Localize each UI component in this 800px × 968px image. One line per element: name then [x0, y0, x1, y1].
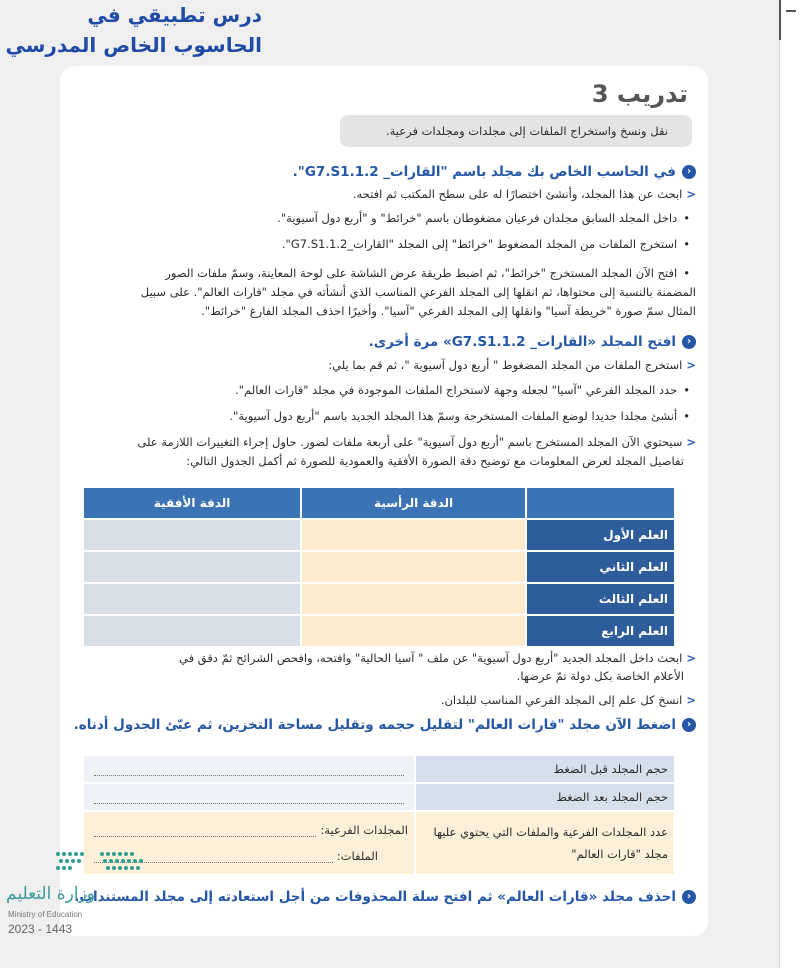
- row-label: العلم الرابع: [527, 616, 674, 646]
- section3-heading: ‹اضغط الآن مجلد "قارات العالم" لتقليل حجمه وتقليل مساحة التخزين، ثم عبّئ الجدول أدناه.: [74, 715, 696, 735]
- input-cell[interactable]: [302, 584, 525, 614]
- section2-line5: تفاصيل المجلد لعرض المعلومات مع توضيح دقة الصورة الأفقية والعمودية للصورة ثم أكمل الجدول التالي:: [186, 454, 684, 468]
- input-cell[interactable]: [302, 520, 525, 550]
- row-label: العلم الثاني: [527, 552, 674, 582]
- after-line3: <انسخ كل علم إلى المجلد الفرعي المناسب للبلدان.: [440, 693, 696, 707]
- after-line1: <ابحث داخل المجلد الجديد "أربع دول آسيوية" عن ملف " آسيا الحالية" وافتحه، وافحص الشرائح ثمّ دقق في: [178, 651, 696, 665]
- header-horizontal: الدقة الأفقية: [84, 488, 300, 518]
- files-label: الملفات:: [336, 849, 378, 863]
- input-cell[interactable]: [84, 520, 300, 550]
- arrow-icon: <: [686, 435, 696, 449]
- answer-line: [94, 824, 316, 837]
- intro-text: نقل ونسخ واستخراج الملفات إلى مجلدات ومجلدات فرعية.: [385, 124, 668, 138]
- ministry-name-ar: وزارة التعليم: [6, 884, 95, 904]
- input-cell[interactable]: [84, 552, 300, 582]
- edge-mark: [786, 10, 796, 12]
- chevron-icon: ‹: [682, 165, 696, 179]
- page-edge: [779, 0, 800, 968]
- row-label: العلم الأول: [527, 520, 674, 550]
- label-after: حجم المجلد بعد الضغط: [416, 784, 674, 810]
- arrow-icon: <: [686, 693, 696, 707]
- input-cell[interactable]: [84, 784, 414, 810]
- answer-line: [94, 763, 404, 776]
- subfolders-row: [90, 823, 408, 837]
- chevron-icon: ‹: [682, 890, 696, 904]
- input-cell[interactable]: [84, 756, 414, 782]
- section1-line6: المثال سمّ صورة "خريطة آسيا" وانقلها إلى المجلد الفرعي "آسيا". وأخيرًا احذف المجلد الفارغ "خرائط".: [201, 304, 696, 318]
- section1-line2: • داخل المجلد السابق مجلدان فرعيان مضغوطان باسم "خرائط" و "أربع دول آسيوية".: [277, 208, 690, 228]
- intro-box: [340, 115, 692, 147]
- overlay-title: درس تطبيقي في الحاسوب الخاص المدرسي: [5, 3, 262, 57]
- year-label: 2023 - 1443: [8, 922, 73, 936]
- ministry-logo-icon: [52, 848, 152, 884]
- header-empty: [527, 488, 674, 518]
- section2-line1: <استخرج الملفات من المجلد المضغوط " أربع دول آسيوية "، ثم قم بما يلي:: [328, 358, 696, 372]
- compression-table: [82, 754, 676, 876]
- row-label: العلم الثالث: [527, 584, 674, 614]
- input-cell[interactable]: [302, 616, 525, 646]
- input-cell[interactable]: [84, 584, 300, 614]
- chevron-icon: ‹: [682, 335, 696, 349]
- section4-heading: ‹احذف مجلد «قارات العالم» ثم افتح سلة المحذوفات من أجل استعادته إلى مجلد المستندات.: [74, 887, 696, 907]
- edge-bar: [779, 0, 781, 40]
- ministry-name-en: Ministry of Education: [8, 910, 83, 919]
- input-cell[interactable]: [302, 552, 525, 582]
- exercise-title: تدريب 3: [591, 80, 688, 108]
- after-line2: الأعلام الخاصة بكل دولة تمّ عرضها.: [516, 669, 684, 683]
- header-vertical: الدقة الرأسية: [302, 488, 525, 518]
- section2-line2: • حدد المجلد الفرعي "آسيا" لجعله وجهة لاستخراج الملفات الموجودة في مجلد "قارات العالم".: [235, 380, 690, 400]
- label-before: حجم المجلد قبل الضغط: [416, 756, 674, 782]
- input-cell[interactable]: [84, 616, 300, 646]
- section2-line4: <سيحتوي الآن المجلد المستخرج باسم "أربع دول آسيوية" على أربعة ملفات لصور. حاول إجراء التغييرات اللازمة على: [137, 435, 696, 449]
- section1-line1: <ابحث عن هذا المجلد، وأنشئ اختصارًا له على سطح المكتب ثم افتحه.: [352, 187, 696, 201]
- subfolders-label: المجلدات الفرعية:: [320, 823, 408, 837]
- section2-line3: • أنشئ مجلدا جديدا لوضع الملفات المستخرجة وسمّ هذا المجلد الجديد باسم "أربع دول آسيوية".: [229, 406, 690, 426]
- resolution-table: [82, 486, 676, 648]
- arrow-icon: <: [686, 358, 696, 372]
- arrow-icon: <: [686, 187, 696, 201]
- section1-heading: ‹في الحاسب الخاص بك مجلد باسم "القارات_ G7.S1.1.2".: [293, 162, 696, 182]
- section1-line3: • استخرج الملفات من المجلد المضغوط "خرائط" إلى المجلد "القارات_G7.S1.1.2".: [282, 234, 690, 254]
- section2-heading: ‹افتح المجلد «القارات_ G7.S1.1.2» مرة أخرى.: [369, 332, 696, 352]
- chevron-icon: ‹: [682, 718, 696, 732]
- section1-line4: • افتح الآن المجلد المستخرج "خرائط"، ثم اضبط طريقة عرض الشاشة على لوحة المعاينة، وسمّ ملفات الصور: [165, 263, 690, 283]
- answer-line: [94, 791, 404, 804]
- arrow-icon: <: [686, 651, 696, 665]
- label-counts: عدد المجلدات الفرعية والملفات التي يحتوي عليها مجلد "قارات العالم": [416, 812, 674, 874]
- section1-line5: المضمنة بالنسبة إلى محتواها، ثم انقلها إلى المجلد الفرعي المناسب الذي أنشأته في مجلد "قارات العالم". على سبيل: [140, 285, 696, 299]
